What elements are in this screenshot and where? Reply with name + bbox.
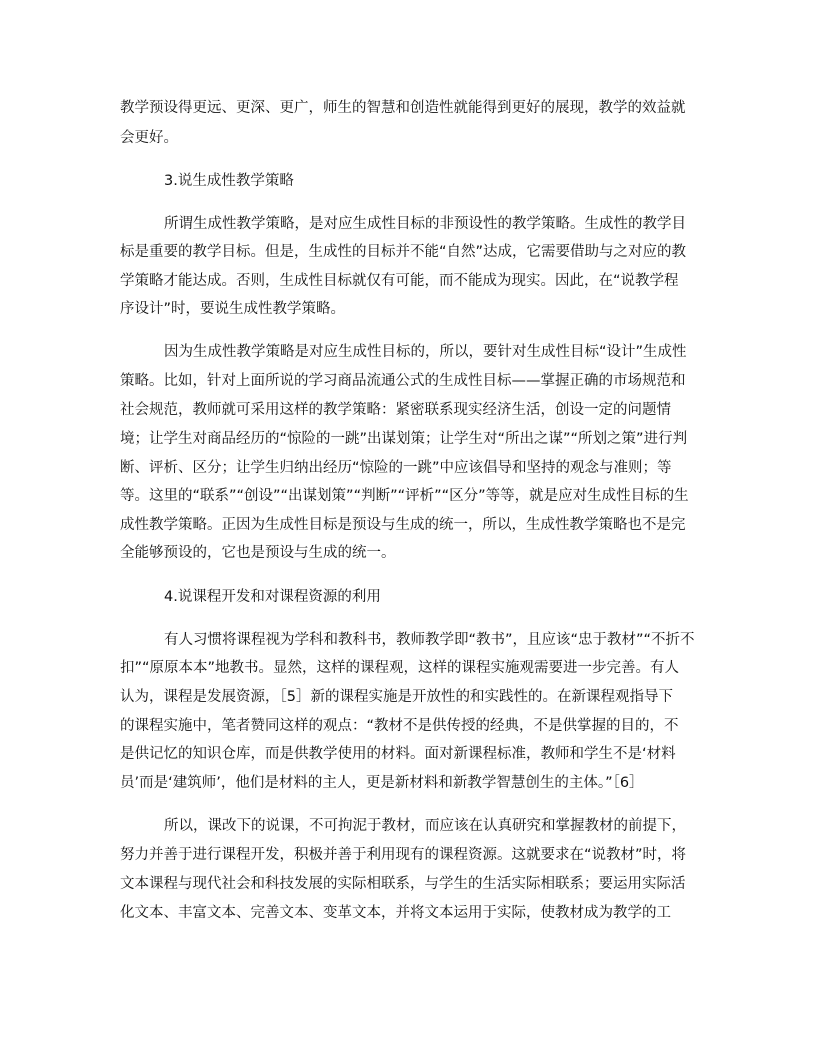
paragraph-line: 标是重要的教学目标。但是，生成性的目标并不能“自然”达成，它需要借助与之对应的教 <box>120 244 687 260</box>
paragraph-line: 员’而是‘建筑师’，他们是材料的主人，更是新材料和新教学智慧创生的主体。”［6］ <box>120 775 644 791</box>
paragraph-line: 认为，课程是发展资源，［5］新的课程实施是开放性的和实践性的。在新课程观指导下 <box>120 689 673 705</box>
paragraph-line: 文本课程与现代社会和科技发展的实际相联系，与学生的生活实际相联系；要运用实际活 <box>120 876 686 892</box>
paragraph-line: 成性教学策略。正因为生成性目标是预设与生成的统一，所以，生成性教学策略也不是完 <box>120 517 686 533</box>
paragraph-line: 全能够预设的，它也是预设与生成的统一。 <box>120 545 396 561</box>
paragraph-line: 所以，课改下的说课，不可拘泥于教材，而应该在认真研究和掌握教材的前提下， <box>164 818 686 834</box>
paragraph-line: 是供记忆的知识仓库，而是供教学使用的材料。面对新课程标准，教师和学生不是‘材料 <box>120 746 676 762</box>
paragraph-line: 策略。比如，针对上面所说的学习商品流通公式的生成性目标——掌握正确的市场规范和 <box>120 373 686 389</box>
paragraph-line: 教学预设得更远、更深、更广，师生的智慧和创造性就能得到更好的展现，教学的效益就 <box>120 100 686 116</box>
paragraph-line: 社会规范，教师就可采用这样的教学策略：紧密联系现实经济生活，创设一定的问题情 <box>120 402 671 418</box>
section-heading: 3.说生成性教学策略 <box>164 173 294 189</box>
paragraph-line: 努力并善于进行课程开发，积极并善于利用现有的课程资源。这就要求在“说教材”时，将 <box>120 847 687 863</box>
paragraph-line: 扣”“原原本本”地教书。显然，这样的课程观，这样的课程实施观需要进一步完善。有人 <box>120 660 680 676</box>
paragraph-line: 的课程实施中，笔者赞同这样的观点：“教材不是供传授的经典，不是供掌握的目的，不 <box>120 718 679 734</box>
paragraph-line: 因为生成性教学策略是对应生成性目标的，所以，要针对生成性目标“设计”生成性 <box>164 344 687 360</box>
paragraph-line: 会更好。 <box>120 130 178 146</box>
paragraph-line: 等。这里的“联系”“创设”“出谋划策”“判断”“评析”“区分”等等，就是应对生成性目标的生 <box>120 488 689 504</box>
paragraph-line: 境；让学生对商品经历的“惊险的一跳”出谋划策；让学生对“所出之谋”“所划之策”进行判 <box>120 431 688 447</box>
paragraph-line: 学策略才能达成。否则，生成性目标就仅有可能，而不能成为现实。因此，在“说教学程 <box>120 273 679 289</box>
paragraph-line: 序设计”时，要说生成性教学策略。 <box>120 301 346 317</box>
paragraph-line: 断、评析、区分；让学生归纳出经历“惊险的一跳”中应该倡导和坚持的观念与准则；等 <box>120 460 672 476</box>
paragraph-line: 化文本、丰富文本、完善文本、变革文本，并将文本运用于实际，使教材成为教学的工 <box>120 905 671 921</box>
section-heading: 4.说课程开发和对课程资源的利用 <box>164 589 381 605</box>
paragraph-line: 所谓生成性教学策略，是对应生成性目标的非预设性的教学策略。生成性的教学目 <box>164 216 686 232</box>
paragraph-line: 有人习惯将课程视为学科和教科书，教师教学即“教书”，且应该“忠于教材”“不折不 <box>164 632 695 648</box>
